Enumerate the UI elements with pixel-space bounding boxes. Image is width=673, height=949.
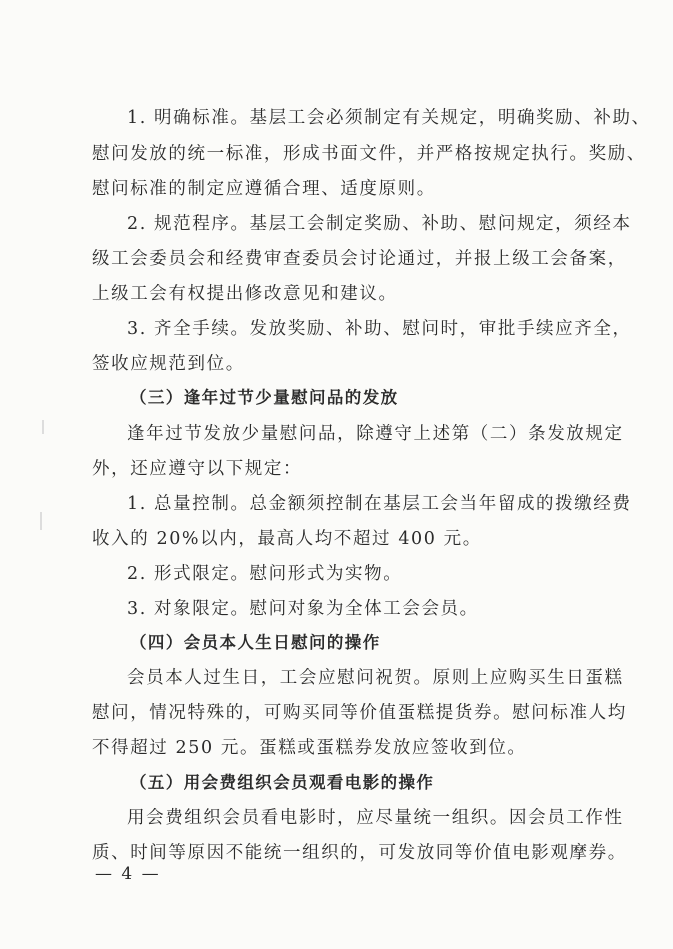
section-heading: （三）逢年过节少量慰问品的发放	[130, 388, 399, 407]
paragraph-line: 慰问，情况特殊的，可购买同等价值蛋糕提货券。慰问标准人均	[92, 703, 627, 723]
paragraph-line: 上级工会有权提出修改意见和建议。	[92, 284, 398, 304]
paragraph-line: 逢年过节发放少量慰问品，除遵守上述第（二）条发放规定	[127, 424, 624, 444]
section-heading: （四）会员本人生日慰问的操作	[130, 633, 381, 652]
paragraph-line: 2. 规范程序。基层工会制定奖励、补助、慰问规定，须经本	[127, 214, 632, 234]
paragraph-line: 用会费组织会员看电影时，应尽量统一组织。因会员工作性	[127, 808, 624, 828]
paragraph-line: 收入的 20%以内，最高人均不超过 400 元。	[92, 529, 482, 549]
paragraph-line: 签收应规范到位。	[92, 354, 245, 374]
paragraph-line: 慰问标准的制定应遵循合理、适度原则。	[92, 179, 436, 199]
section-heading: （五）用会费组织会员观看电影的操作	[130, 773, 435, 792]
paragraph-line: 级工会委员会和经费审查委员会讨论通过，并报上级工会备案，	[92, 249, 627, 269]
scan-artifact	[42, 420, 44, 434]
paragraph-line: 2. 形式限定。慰问形式为实物。	[127, 564, 403, 584]
paragraph-line: 质、时间等原因不能统一组织的，可发放同等价值电影观摩券。	[92, 843, 627, 863]
page-number: — 4 —	[95, 864, 161, 884]
paragraph-line: 3. 对象限定。慰问对象为全体工会会员。	[127, 599, 479, 619]
paragraph-line: 1. 总量控制。总金额须控制在基层工会当年留成的拨缴经费	[127, 494, 632, 514]
paragraph-line: 不得超过 250 元。蛋糕或蛋糕券发放应签收到位。	[92, 738, 527, 758]
paragraph-line: 会员本人过生日，工会应慰问祝贺。原则上应购买生日蛋糕	[127, 668, 624, 688]
scan-artifact	[40, 512, 42, 530]
paragraph-line: 1. 明确标准。基层工会必须制定有关规定，明确奖励、补助、	[127, 108, 651, 128]
paragraph-line: 外，还应遵守以下规定：	[92, 459, 303, 479]
paragraph-line: 3. 齐全手续。发放奖励、补助、慰问时，审批手续应齐全，	[127, 319, 632, 339]
paragraph-line: 慰问发放的统一标准，形成书面文件，并严格按规定执行。奖励、	[92, 144, 646, 164]
